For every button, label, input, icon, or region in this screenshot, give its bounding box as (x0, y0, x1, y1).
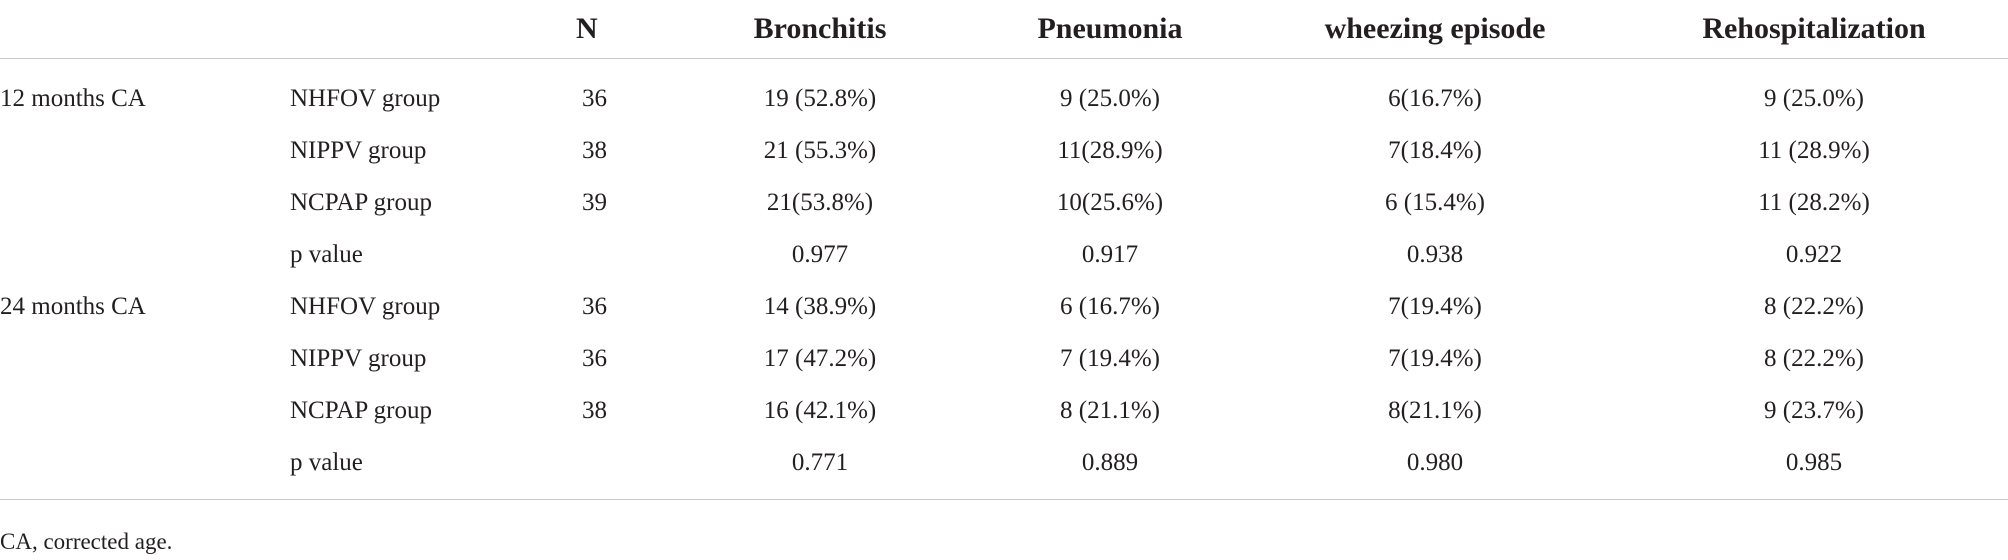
cell-rehospitalization: 9 (25.0%) (1764, 85, 1864, 112)
cell-group: NCPAP group (290, 397, 432, 424)
table-row (0, 333, 2008, 385)
header-bronchitis: Bronchitis (670, 0, 970, 59)
cell-n (560, 437, 670, 500)
cell-n-value: 38 (582, 137, 607, 164)
cell-rehospitalization: 11 (28.2%) (1758, 189, 1870, 216)
cell-period (0, 125, 290, 177)
table-row (0, 437, 2008, 500)
cell-period (0, 333, 290, 385)
cell-group: NCPAP group (290, 189, 432, 216)
cell-period (0, 385, 290, 437)
cell-period (0, 437, 290, 500)
cell-pneumonia: 9 (25.0%) (1060, 85, 1160, 112)
cell-bronchitis: 19 (52.8%) (763, 85, 877, 112)
cell-period: 24 months CA (0, 293, 146, 320)
cell-n-value: 38 (582, 397, 607, 424)
header-rehospitalization: Rehospitalization (1620, 0, 2008, 59)
cell-n-value: 36 (582, 293, 607, 320)
cell-group: NIPPV group (290, 345, 427, 372)
cell-group: NIPPV group (290, 137, 427, 164)
header-period (0, 0, 290, 59)
cell-rehospitalization: 8 (22.2%) (1764, 345, 1864, 372)
cell-pneumonia: 7 (19.4%) (1060, 345, 1160, 372)
cell-rehospitalization: 11 (28.9%) (1758, 137, 1870, 164)
header-row (0, 0, 2008, 59)
cell-n (560, 229, 670, 281)
cell-period: 12 months CA (0, 85, 146, 112)
cell-pneumonia: 0.917 (1081, 241, 1139, 268)
cell-n (560, 385, 670, 437)
cell-wheezing: 7(18.4%) (1388, 137, 1482, 164)
cell-n (560, 333, 670, 385)
cell-n-value: 39 (582, 189, 607, 216)
cell-bronchitis: 21(53.8%) (766, 189, 874, 216)
cell-bronchitis: 0.771 (670, 437, 970, 500)
cell-group: NHFOV group (290, 85, 441, 112)
cell-rehospitalization: 0.985 (1620, 437, 2008, 500)
cell-group: p value (290, 437, 560, 500)
table-row (0, 59, 2008, 126)
cell-n (560, 281, 670, 333)
cell-wheezing: 0.938 (1406, 241, 1464, 268)
cell-n (560, 59, 670, 126)
table-body (0, 59, 2008, 500)
cell-bronchitis: 0.977 (791, 241, 849, 268)
cell-bronchitis: 17 (47.2%) (763, 345, 877, 372)
header-wheezing: wheezing episode (1250, 0, 1620, 59)
cell-wheezing: 6(16.7%) (1388, 85, 1482, 112)
cell-n-value: 36 (582, 85, 607, 112)
cell-bronchitis: 14 (38.9%) (763, 293, 877, 320)
cell-pneumonia: 6 (16.7%) (1060, 293, 1160, 320)
cell-n-value: 36 (582, 345, 607, 372)
cell-n (560, 177, 670, 229)
cell-pneumonia: 8 (21.1%) (1060, 397, 1160, 424)
cell-pneumonia: 10(25.6%) (1056, 189, 1164, 216)
cell-rehospitalization: 0.922 (1785, 241, 1843, 268)
cell-pneumonia: 0.889 (970, 437, 1250, 500)
cell-n (560, 125, 670, 177)
cell-rehospitalization: 9 (23.7%) (1764, 397, 1864, 424)
cell-wheezing: 0.980 (1250, 437, 1620, 500)
table-header (0, 0, 2008, 59)
cell-rehospitalization: 8 (22.2%) (1764, 293, 1864, 320)
header-group (290, 0, 560, 59)
table-row (0, 177, 2008, 229)
header-pneumonia: Pneumonia (970, 0, 1250, 59)
cell-wheezing: 6 (15.4%) (1385, 189, 1485, 216)
table-row (0, 385, 2008, 437)
cell-bronchitis: 21 (55.3%) (763, 137, 877, 164)
cell-wheezing: 7(19.4%) (1388, 293, 1482, 320)
table-row (0, 125, 2008, 177)
cell-group: p value (290, 241, 363, 268)
cell-period (0, 177, 290, 229)
header-n-label: N (576, 12, 598, 45)
cell-pneumonia: 11(28.9%) (1057, 137, 1163, 164)
cell-wheezing: 8(21.1%) (1388, 397, 1482, 424)
cell-group: NHFOV group (290, 293, 441, 320)
table-footnote: CA, corrected age. (0, 529, 173, 554)
cell-bronchitis: 16 (42.1%) (763, 397, 877, 424)
cell-wheezing: 7(19.4%) (1388, 345, 1482, 372)
cell-period (0, 229, 290, 281)
table-row (0, 281, 2008, 333)
header-n (560, 0, 670, 59)
table-row (0, 229, 2008, 281)
